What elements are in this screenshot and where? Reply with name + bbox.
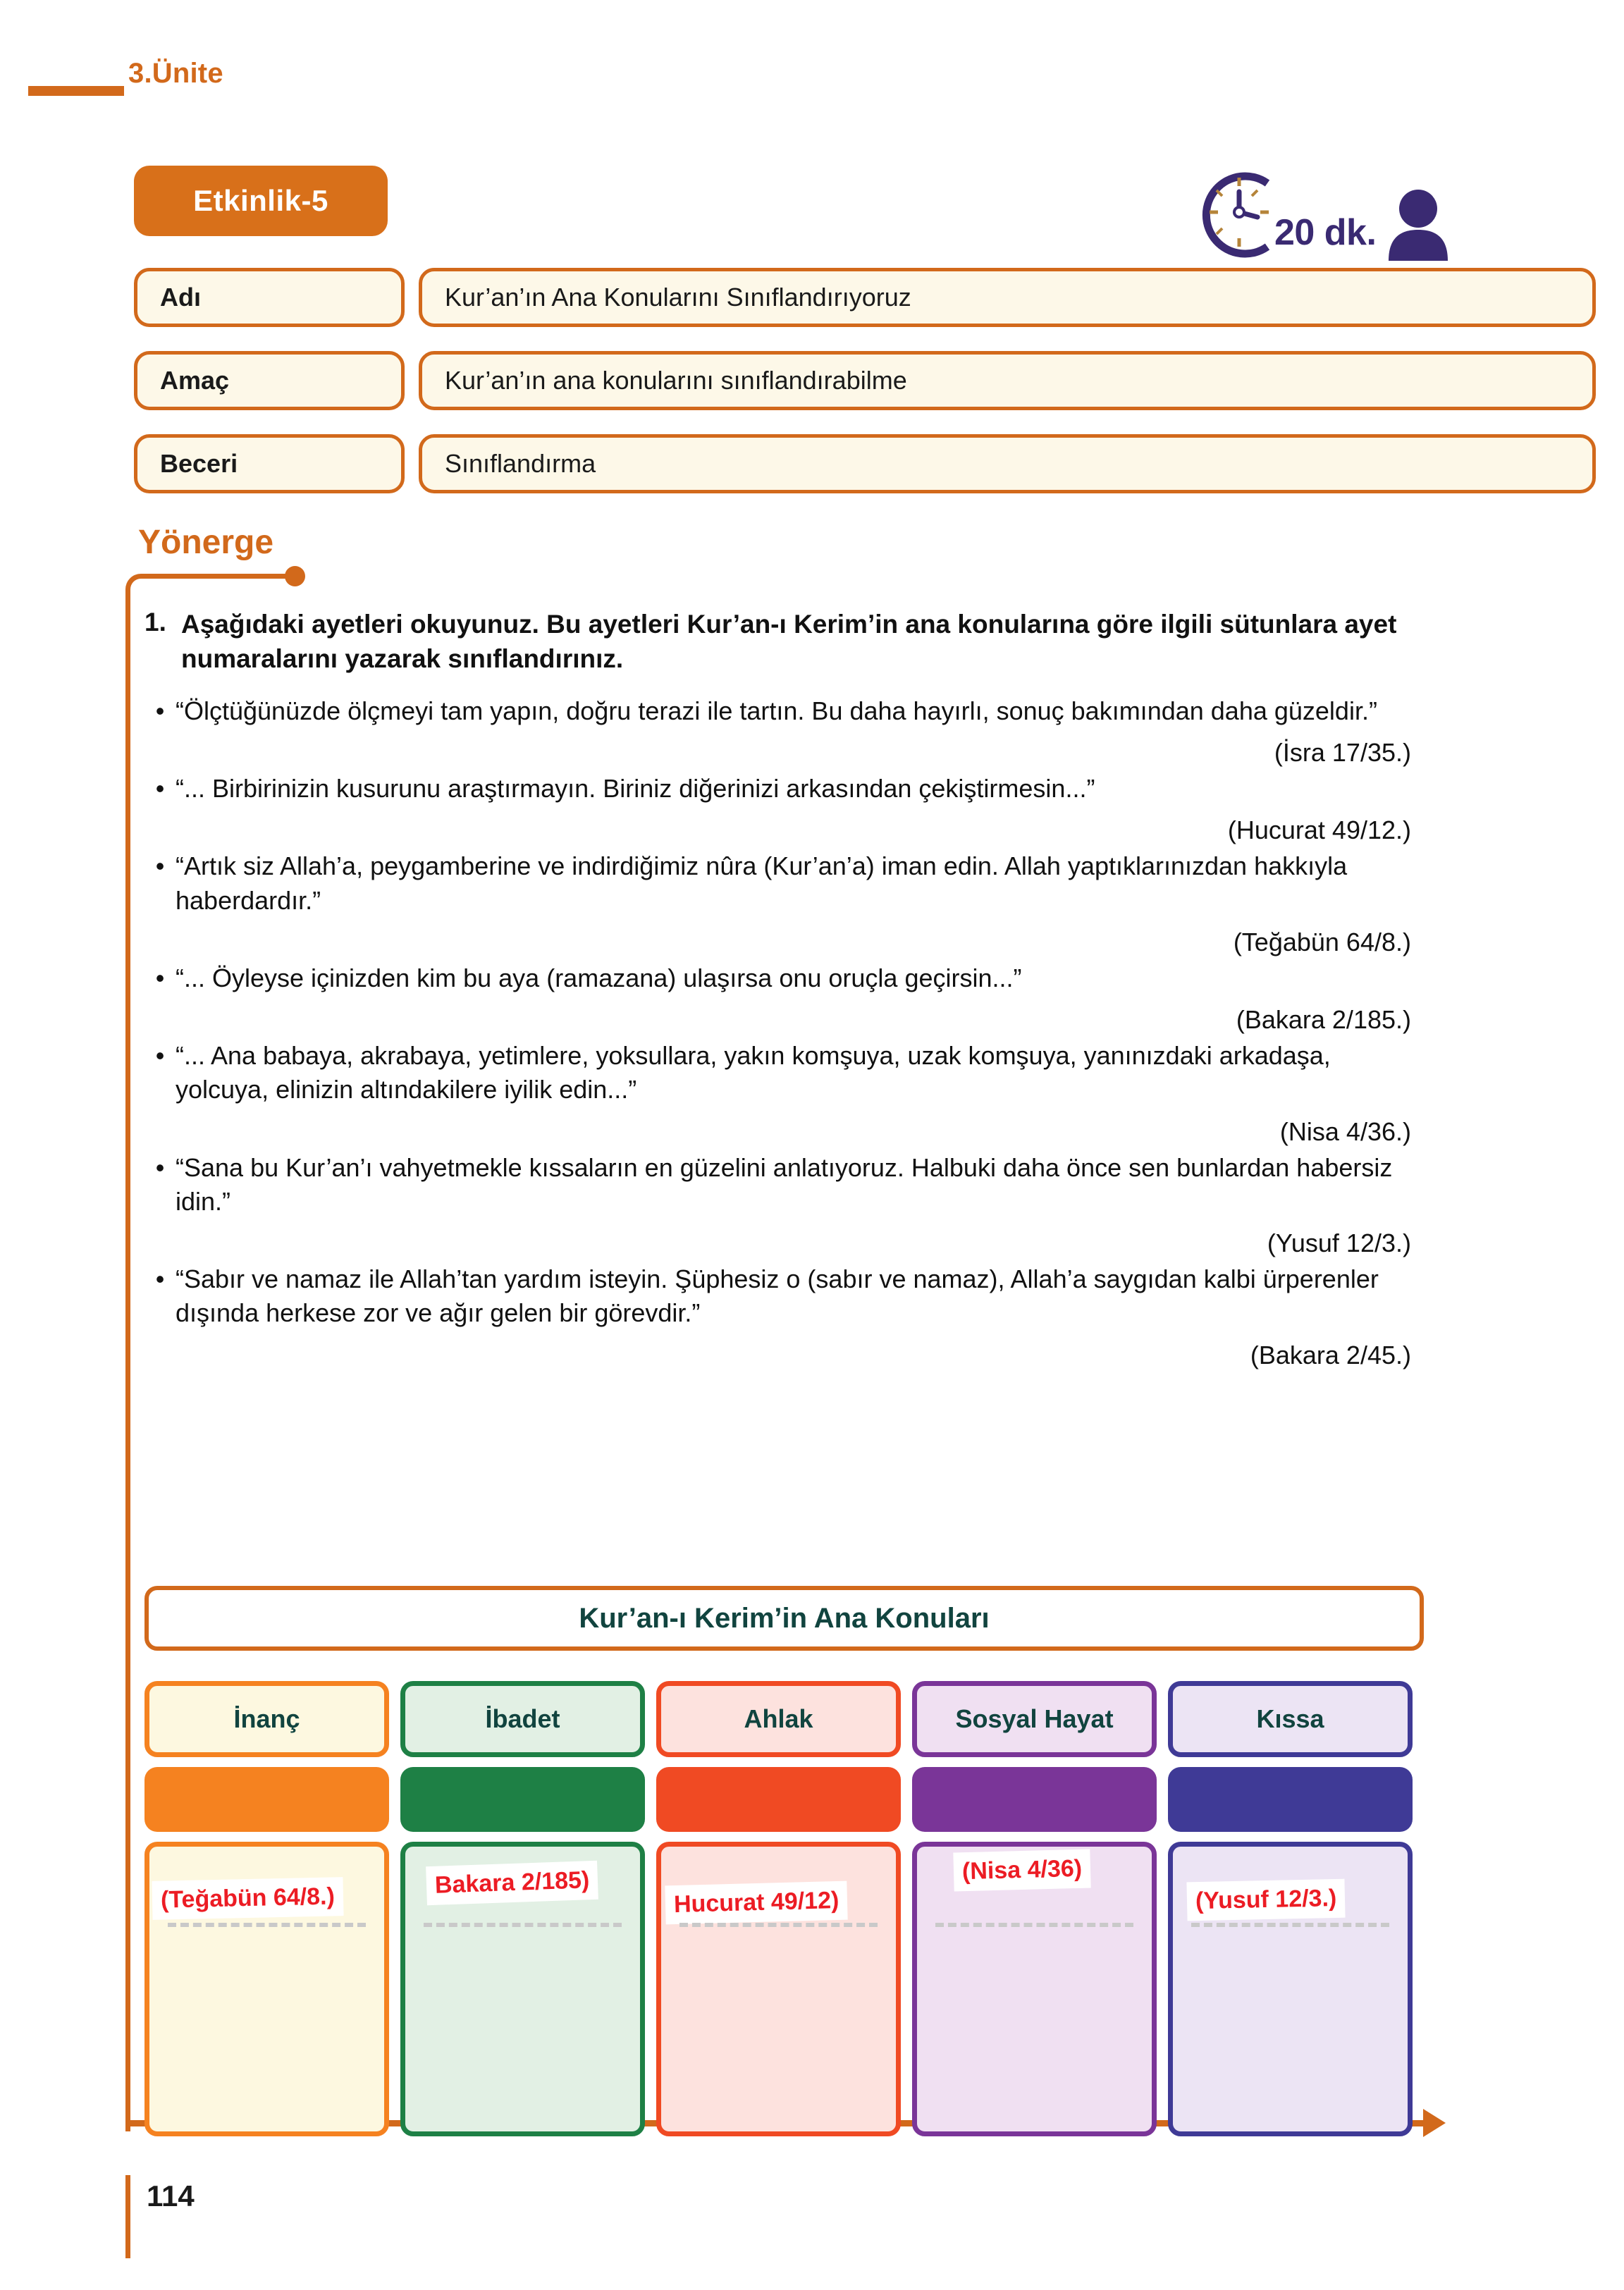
column-header: İnanç	[144, 1681, 389, 1757]
yonerge-rule	[154, 574, 295, 579]
instruction	[144, 608, 1420, 677]
instruction-number: 1.	[144, 608, 166, 636]
verse-list	[144, 694, 1424, 1374]
instruction-text: Aşağıdaki ayetleri okuyunuz. Bu ayetleri Kur’an-ı Kerim’in ana konularına göre ilgili sütunlara ayet numaralarını yazarak sınıflandırınız.	[181, 610, 1397, 673]
verse-bullet: •	[155, 851, 165, 881]
verse-bullet: •	[155, 774, 165, 804]
column-band	[1168, 1767, 1413, 1832]
verse-text: “Sana bu Kur’an’ı vahyetmekle kıssaların en güzelini anlatıyoruz. Halbuki daha önce sen bunlardan habersiz idin.”	[176, 1152, 1393, 1216]
verse-item	[144, 694, 1424, 768]
verse-item	[144, 961, 1424, 1035]
verse-item	[144, 1262, 1424, 1369]
info-value: Sınıflandırma	[419, 434, 1596, 493]
verse-bullet: •	[155, 1152, 165, 1182]
verse-reference: (Yusuf 12/3.)	[1267, 1229, 1411, 1258]
verse-text: “... Ana babaya, akrabaya, yetimlere, yoksullara, yakın komşuya, uzak komşuya, yanınızdaki arkadaşa, yolcuya, elinizin altındakilere iyilik edin...”	[176, 1041, 1331, 1104]
verse-bullet: •	[155, 963, 165, 992]
unit-rule	[28, 86, 124, 96]
verse-item	[144, 772, 1424, 845]
column-header: Ahlak	[656, 1681, 901, 1757]
yonerge-dot	[285, 566, 305, 586]
verse-bullet: •	[155, 696, 165, 725]
classification-column	[912, 1681, 1157, 2136]
verse-reference: (Teğabün 64/8.)	[1233, 927, 1411, 956]
person-icon	[1384, 187, 1452, 261]
classification-columns	[144, 1681, 1424, 2136]
info-value: Kur’an’ın Ana Konularını Sınıflandırıyoruz	[419, 268, 1596, 327]
handwritten-answer: (Teğabün 64/8.)	[152, 1877, 343, 1920]
answer-rule	[424, 1923, 622, 1927]
verse-item	[144, 1039, 1424, 1146]
column-answer-area[interactable]	[912, 1842, 1157, 2136]
answer-rule	[168, 1923, 366, 1927]
classification-title: Kur’an-ı Kerim’in Ana Konuları	[144, 1586, 1424, 1651]
yonerge-heading: Yönerge	[138, 524, 274, 561]
unit-label: 3.Ünite	[128, 58, 223, 89]
spine-corner	[125, 574, 161, 610]
info-value: Kur’an’ın ana konularını sınıflandırabilme	[419, 351, 1596, 410]
column-band	[656, 1767, 901, 1832]
handwritten-answer: (Yusuf 12/3.)	[1186, 1879, 1345, 1921]
duration-label: 20 dk.	[1274, 212, 1377, 253]
verse-text: “... Öyleyse içinizden kim bu aya (ramazana) ulaşırsa onu oruçla geçirsin...”	[176, 963, 1022, 992]
column-header: İbadet	[400, 1681, 645, 1757]
column-header: Kıssa	[1168, 1681, 1413, 1757]
verse-text: “Sabır ve namaz ile Allah’tan yardım isteyin. Şüphesiz o (sabır ve namaz), Allah’a saygıdan kalbi ürperenler dışında herkese zor ve ağır gelen bir görevdir.”	[176, 1264, 1379, 1328]
column-band	[912, 1767, 1157, 1832]
classification-column	[1168, 1681, 1413, 2136]
verse-text: “Artık siz Allah’a, peygamberine ve indirdiğimiz nûra (Kur’an’a) iman edin. Allah yaptıklarınızdan hakkıyla haberdardır.”	[176, 851, 1348, 915]
answer-rule	[935, 1923, 1133, 1927]
column-answer-area[interactable]	[656, 1842, 901, 2136]
verse-reference: (İsra 17/35.)	[1274, 738, 1411, 768]
column-header: Sosyal Hayat	[912, 1681, 1157, 1757]
column-band	[144, 1767, 389, 1832]
activity-badge: Etkinlik-5	[134, 166, 388, 236]
page-number: 114	[147, 2179, 195, 2212]
info-key: Beceri	[134, 434, 405, 493]
classification-column	[400, 1681, 645, 2136]
column-answer-area[interactable]	[400, 1842, 645, 2136]
answer-rule	[679, 1923, 878, 1927]
info-key: Amaç	[134, 351, 405, 410]
left-spine	[125, 591, 130, 2131]
verse-item	[144, 1151, 1424, 1258]
classification-column	[656, 1681, 901, 2136]
verse-text: “... Birbirinizin kusurunu araştırmayın. Biriniz diğerinizi arkasından çekiştirmesin...”	[176, 774, 1095, 804]
verse-reference: (Bakara 2/185.)	[1236, 1005, 1411, 1035]
verse-bullet: •	[155, 1264, 165, 1294]
handwritten-answer: (Nisa 4/36)	[953, 1849, 1090, 1891]
verse-text: “Ölçtüğünüzde ölçmeyi tam yapın, doğru terazi ile tartın. Bu daha hayırlı, sonuç bakımından daha güzeldir.”	[176, 696, 1377, 725]
verse-reference: (Bakara 2/45.)	[1250, 1340, 1411, 1369]
classification-column	[144, 1681, 389, 2136]
column-answer-area[interactable]	[1168, 1842, 1413, 2136]
verse-reference: (Hucurat 49/12.)	[1227, 815, 1411, 845]
verse-item	[144, 849, 1424, 956]
footer-rule	[125, 2175, 130, 2258]
answer-rule	[1191, 1923, 1389, 1927]
column-answer-area[interactable]	[144, 1842, 389, 2136]
handwritten-answer: Bakara 2/185)	[426, 1861, 598, 1905]
verse-bullet: •	[155, 1041, 165, 1071]
column-band	[400, 1767, 645, 1832]
duration-indicator	[1184, 168, 1459, 261]
handwritten-answer: Hucurat 49/12)	[665, 1881, 848, 1925]
info-key: Adı	[134, 268, 405, 327]
verse-reference: (Nisa 4/36.)	[1279, 1116, 1411, 1146]
